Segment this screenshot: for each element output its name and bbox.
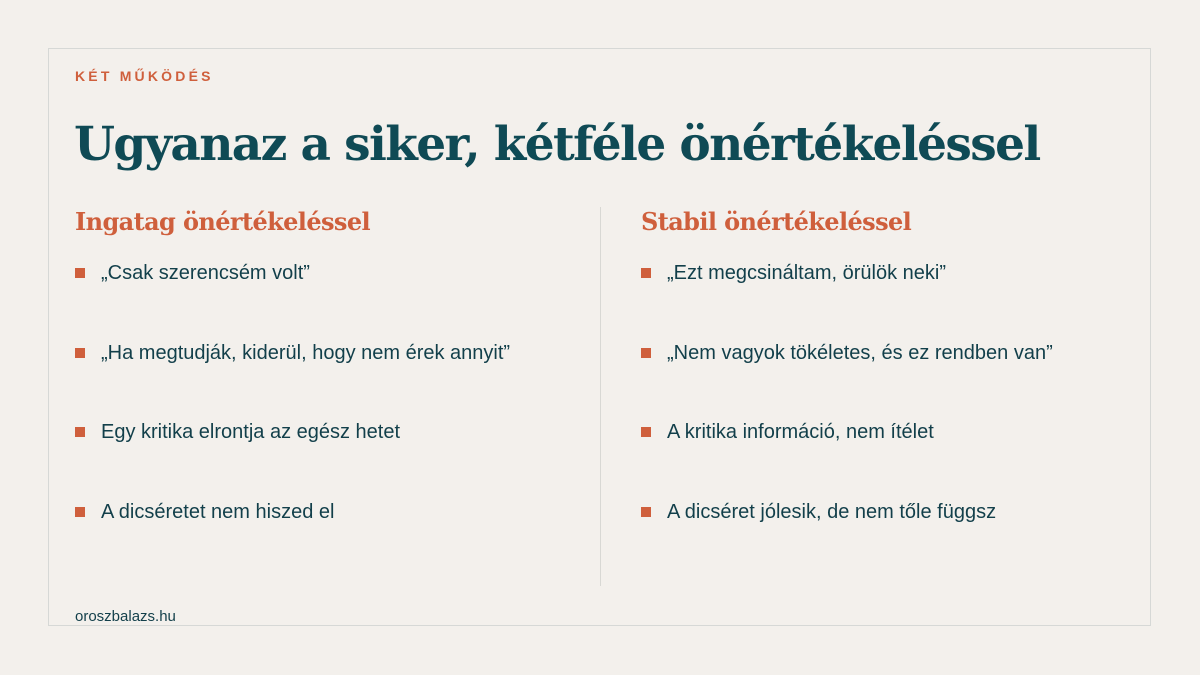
list-item <box>641 418 934 446</box>
column-unstable <box>75 205 511 523</box>
slide-frame <box>48 48 1151 626</box>
square-bullet-icon <box>75 348 85 358</box>
list-item-text: Egy kritika elrontja az egész hetet <box>101 420 401 443</box>
eyebrow-label: KÉT MŰKÖDÉS <box>75 68 214 84</box>
footer-website: oroszbalazs.hu <box>75 608 176 625</box>
column-heading-stable: Stabil önértékeléssel <box>641 207 912 236</box>
slide-title: Ugyanaz a siker, kétféle önértékeléssel <box>74 117 1040 172</box>
list-item <box>75 259 310 287</box>
list-item <box>75 418 400 446</box>
list-item <box>641 339 1053 367</box>
square-bullet-icon <box>75 268 85 278</box>
square-bullet-icon <box>75 507 85 517</box>
list-item <box>641 498 996 526</box>
list-item-text: „Nem vagyok tökéletes, és ez rendben van” <box>667 341 1053 364</box>
list-item-text: A dicséret jólesik, de nem tőle függsz <box>667 500 997 523</box>
column-heading-unstable: Ingatag önértékeléssel <box>75 207 371 236</box>
list-item <box>75 498 334 526</box>
list-item-text: „Csak szerencsém volt” <box>101 261 310 284</box>
column-divider <box>600 207 601 586</box>
square-bullet-icon <box>641 348 651 358</box>
list-item-text: A kritika információ, nem ítélet <box>667 420 934 443</box>
square-bullet-icon <box>641 427 651 437</box>
list-item-text: „Ezt megcsináltam, örülök neki” <box>667 261 946 284</box>
column-stable <box>641 205 1053 523</box>
list-item-text: A dicséretet nem hiszed el <box>101 500 335 523</box>
square-bullet-icon <box>75 427 85 437</box>
list-item-text: „Ha megtudják, kiderül, hogy nem érek annyit” <box>101 341 511 364</box>
square-bullet-icon <box>641 507 651 517</box>
list-item <box>75 339 510 367</box>
list-item <box>641 259 946 287</box>
square-bullet-icon <box>641 268 651 278</box>
